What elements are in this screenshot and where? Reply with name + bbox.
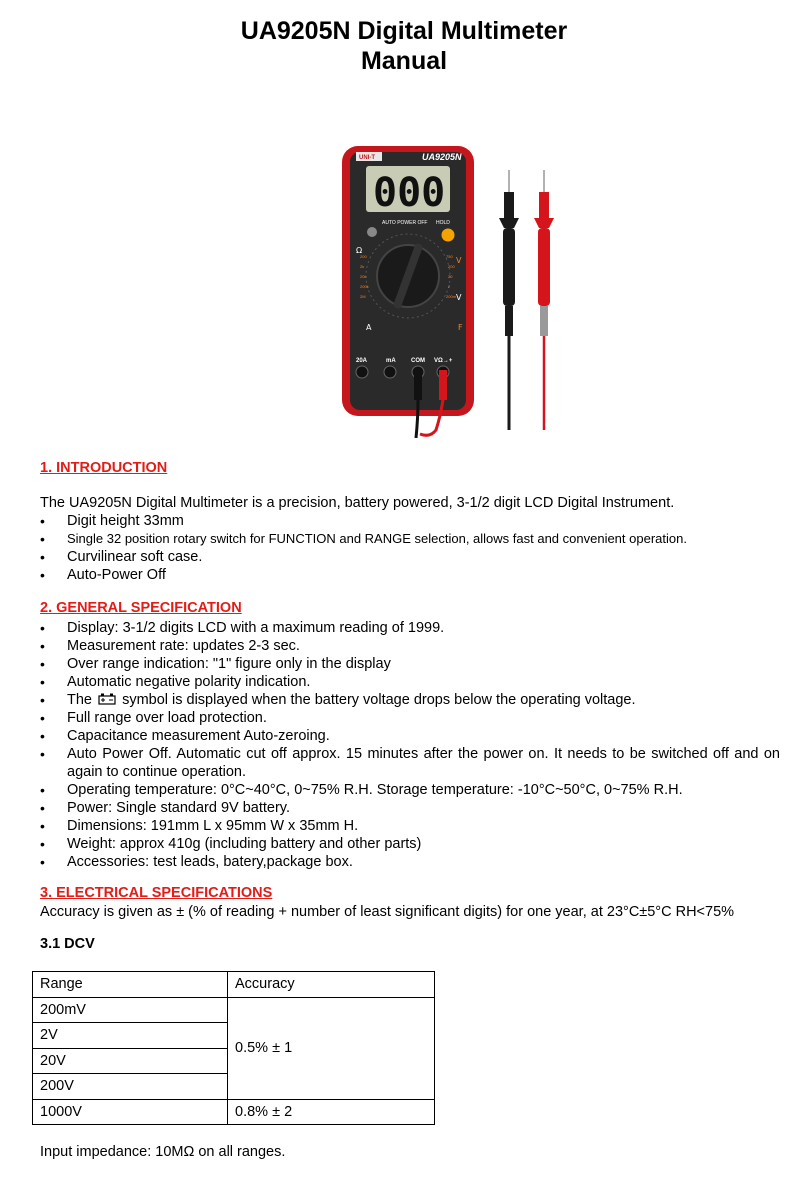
battery-text-before: The <box>67 692 92 708</box>
svg-text:2k: 2k <box>360 264 365 269</box>
svg-text:200: 200 <box>360 254 367 259</box>
terminal-label-ma: mA <box>386 358 396 364</box>
table-header-accuracy: Accuracy <box>228 972 435 998</box>
lcd-reading: 000 <box>373 170 446 216</box>
list-item: • Measurement rate: updates 2-3 sec. <box>40 637 780 655</box>
list-item: • Accessories: test leads, batery,package box. <box>40 853 780 871</box>
svg-text:2: 2 <box>448 284 451 289</box>
svg-text:200: 200 <box>448 264 455 269</box>
table-row <box>33 1099 435 1125</box>
table-cell-range: 20V <box>33 1048 228 1074</box>
svg-text:F: F <box>458 323 463 332</box>
svg-text:2M: 2M <box>360 294 366 299</box>
svg-text:V: V <box>456 293 462 302</box>
terminal-label-com: COM <box>411 358 425 364</box>
svg-text:20: 20 <box>448 274 453 279</box>
model-label: UA9205N <box>422 152 462 162</box>
auto-power-label: AUTO POWER OFF <box>382 220 428 226</box>
list-item: • Dimensions: 191mm L x 95mm W x 35mm H. <box>40 817 780 835</box>
list-item: • Display: 3-1/2 digits LCD with a maximum reading of 1999. <box>40 619 780 637</box>
power-button <box>367 227 377 237</box>
list-item: • Auto-Power Off <box>40 566 780 584</box>
terminal-label-v-ohm: VΩ→+ <box>434 358 453 364</box>
intro-paragraph: The UA9205N Digital Multimeter is a precision, battery powered, 3-1/2 digit LCD Digital Instrument. <box>40 495 675 511</box>
impedance-note: Input impedance: 10MΩ on all ranges. <box>40 1144 286 1160</box>
terminal-label-20a: 20A <box>356 358 368 364</box>
section-heading-introduction: 1. INTRODUCTION <box>40 460 168 476</box>
table-cell-accuracy-merged: 0.5% ± 1 <box>228 997 435 1099</box>
list-item: • Capacitance measurement Auto-zeroing. <box>40 727 780 745</box>
list-item: • Full range over load protection. <box>40 709 780 727</box>
brand-mark: UNI-T <box>359 155 375 161</box>
list-item: • Auto Power Off. Automatic cut off approx. 15 minutes after the power on. It needs to be switched off and on again to continue operation. <box>40 745 780 781</box>
list-item: • Single 32 position rotary switch for FUNCTION and RANGE selection, allows fast and convenient operation. <box>40 530 780 548</box>
hold-button <box>442 229 455 242</box>
svg-text:V: V <box>456 256 462 265</box>
list-item: • Digit height 33mm <box>40 512 780 530</box>
battery-icon <box>98 693 116 705</box>
svg-text:750: 750 <box>446 254 453 259</box>
list-item: • Over range indication: "1" figure only in the display <box>40 655 780 673</box>
table-header-row <box>33 972 435 998</box>
svg-text:200k: 200k <box>360 284 369 289</box>
table-cell-range: 200V <box>33 1074 228 1100</box>
svg-text:Ω: Ω <box>356 246 363 255</box>
svg-text:20k: 20k <box>360 274 367 279</box>
title-line-2: Manual <box>360 47 448 75</box>
table-header-range: Range <box>33 972 228 998</box>
title-line-1: UA9205N Digital Multimeter <box>240 17 568 45</box>
general-spec-list <box>40 619 780 871</box>
list-item-battery <box>40 691 780 709</box>
section-heading-electrical-specifications: 3. ELECTRICAL SPECIFICATIONS <box>40 885 273 901</box>
hold-label: HOLD <box>436 220 450 226</box>
list-item: • Curvilinear soft case. <box>40 548 780 566</box>
table-cell-range: 200mV <box>33 997 228 1023</box>
battery-text-after: symbol is displayed when the battery voltage drops below the operating voltage. <box>122 692 636 708</box>
list-item: • Automatic negative polarity indication. <box>40 673 780 691</box>
list-item: • Weight: approx 410g (including battery and other parts) <box>40 835 780 853</box>
subheading-dcv: 3.1 DCV <box>40 936 95 952</box>
section-heading-general-specification: 2. GENERAL SPECIFICATION <box>40 600 242 616</box>
table-cell-range: 2V <box>33 1023 228 1049</box>
page-title <box>0 16 808 76</box>
accuracy-paragraph: Accuracy is given as ± (% of reading + number of least significant digits) for one year, at 23°C±5°C RH<75% <box>40 904 735 920</box>
dcv-table <box>32 971 435 1125</box>
multimeter-photo <box>290 108 608 438</box>
svg-text:A: A <box>366 323 372 332</box>
table-row <box>33 997 435 1023</box>
list-item: • Power: Single standard 9V battery. <box>40 799 780 817</box>
svg-text:200m: 200m <box>446 294 457 299</box>
table-cell-range: 1000V <box>33 1099 228 1125</box>
list-item: • Operating temperature: 0°C~40°C, 0~75% R.H. Storage temperature: -10°C~50°C, 0~75% R.H. <box>40 781 780 799</box>
table-cell-accuracy: 0.8% ± 2 <box>228 1099 435 1125</box>
intro-list <box>40 512 780 584</box>
